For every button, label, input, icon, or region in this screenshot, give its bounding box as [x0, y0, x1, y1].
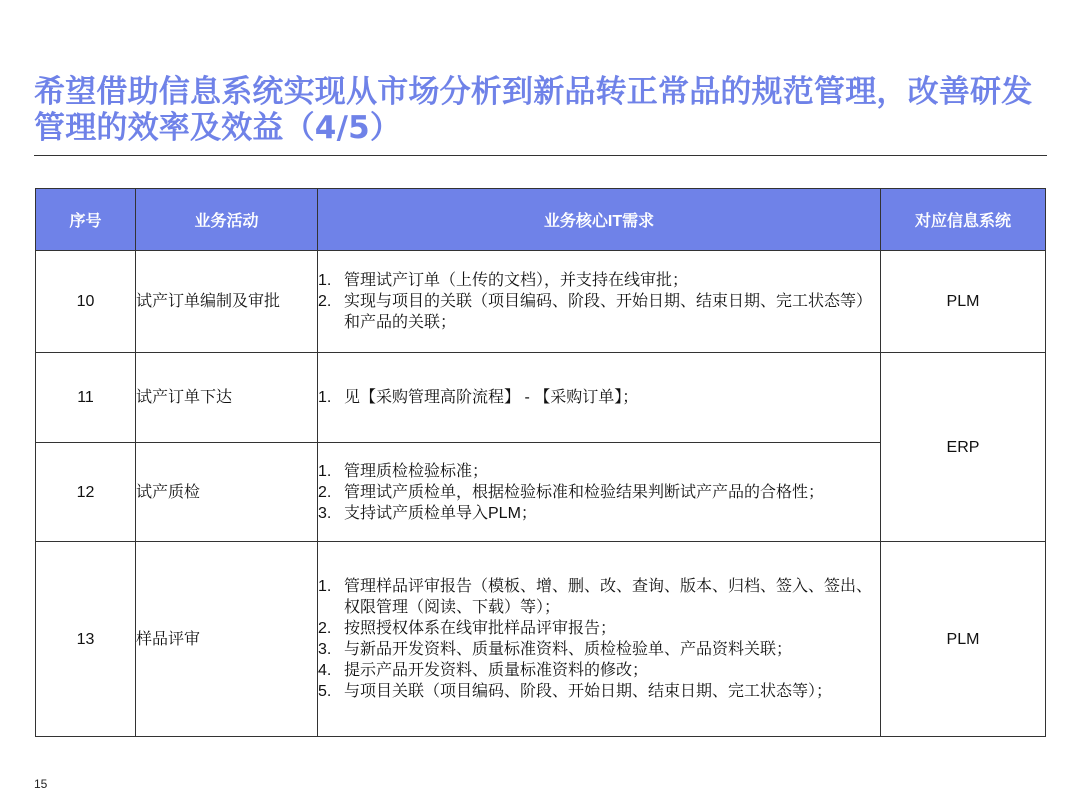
need-list: [318, 576, 880, 702]
need-item: 1. 管理质检检验标准；: [318, 462, 489, 480]
row-system: ERP: [881, 353, 1046, 542]
page-title: 希望借助信息系统实现从市场分析到新品转正常品的规范管理，改善研发管理的效率及效益（4/5）: [34, 74, 1033, 146]
need-item: 5. 与项目关联（项目编码、阶段、开始日期、结束日期、完工状态等）；: [318, 683, 833, 700]
header-system: 对应信息系统: [881, 189, 1046, 251]
row-seq: 12: [36, 443, 136, 542]
title-divider: [34, 155, 1047, 156]
header-seq: 序号: [36, 189, 136, 251]
row-activity: 样品评审: [136, 542, 318, 737]
need-list: [318, 270, 880, 333]
table-row: [36, 542, 1046, 737]
need-item: 4. 提示产品开发资料、质量标准资料的修改；: [318, 662, 649, 679]
need-list: [318, 461, 880, 524]
need-item: 2. 按照授权体系在线审批样品评审报告；: [318, 620, 617, 637]
need-list: [318, 387, 880, 408]
row-it-needs: [318, 542, 881, 737]
need-item: 3. 与新品开发资料、质量标准资料、质检检验单、产品资料关联；: [318, 641, 793, 658]
row-seq: 10: [36, 251, 136, 353]
row-it-needs: [318, 251, 881, 353]
row-system: PLM: [881, 251, 1046, 353]
row-seq: 11: [36, 353, 136, 443]
need-item: 1. 见【采购管理高阶流程】 - 【采购订单】；: [318, 389, 639, 406]
need-item: 1. 管理试产订单（上传的文档），并支持在线审批；: [318, 272, 689, 289]
row-seq: 13: [36, 542, 136, 737]
need-item: 3. 支持试产质检单导入PLM；: [318, 504, 537, 522]
row-activity: 试产订单下达: [136, 353, 318, 443]
need-item: 1. 管理样品评审报告（模板、增、删、改、查询、版本、归档、签入、签出、权限管理（阅读、下载）等）；: [318, 578, 873, 616]
page-number: 15: [34, 777, 48, 791]
need-item: 2. 实现与项目的关联（项目编码、阶段、开始日期、结束日期、完工状态等）和产品的关联；: [318, 293, 873, 331]
need-item: 2. 管理试产质检单，根据检验标准和检验结果判断试产产品的合格性；: [318, 483, 825, 501]
row-it-needs: [318, 443, 881, 542]
row-system: PLM: [881, 542, 1046, 737]
row-activity: 试产质检: [136, 443, 318, 542]
requirements-table: [35, 188, 1046, 737]
row-activity: 试产订单编制及审批: [136, 251, 318, 353]
header-activity: 业务活动: [136, 189, 318, 251]
table-row: [36, 353, 1046, 443]
header-it-needs: 业务核心IT需求: [318, 189, 881, 251]
row-it-needs: [318, 353, 881, 443]
table-header-row: [36, 189, 1046, 251]
table-row: [36, 251, 1046, 353]
